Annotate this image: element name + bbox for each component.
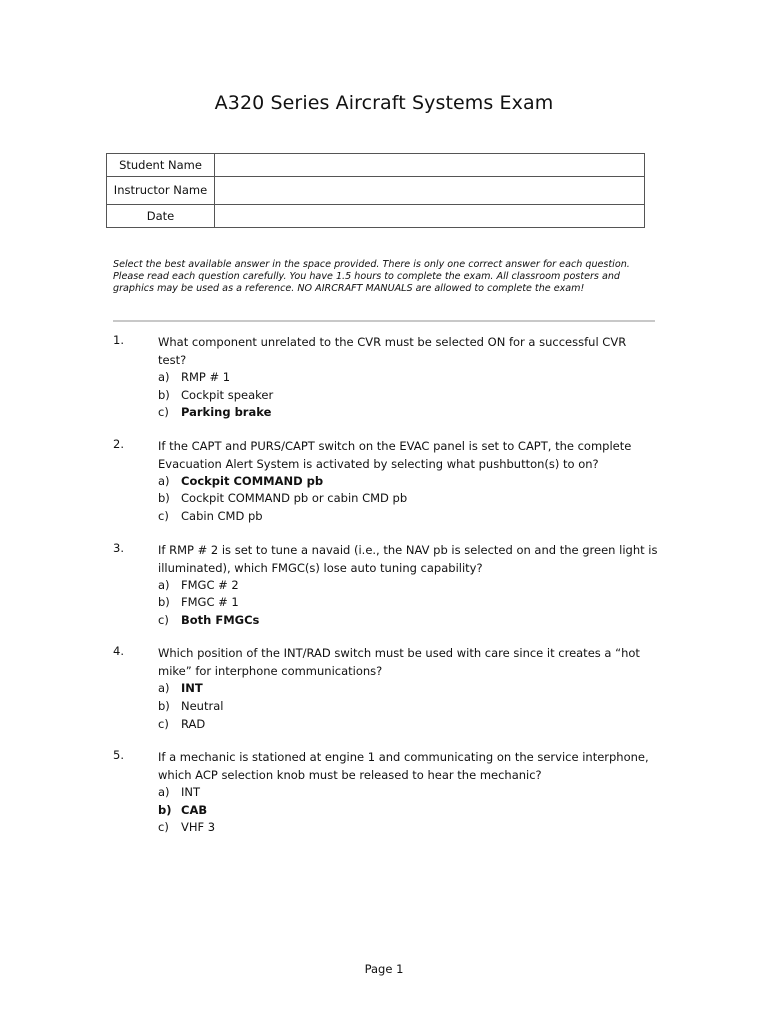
question-text: Which position of the INT/RAD switch must be used with care since it creates a “hot mike” for interphone communications? (158, 646, 640, 679)
answer-option-c (158, 819, 658, 837)
option-letter: a) (158, 681, 170, 696)
answer-option-c (158, 716, 658, 734)
question-text: If a mechanic is stationed at engine 1 and communicating on the service interphone, which ACP selection knob must be released to hear the mechanic? (158, 750, 649, 783)
question-list (113, 333, 658, 852)
option-text: Neutral (181, 698, 224, 713)
answer-option-a (158, 369, 658, 387)
question-number: 1. (113, 333, 124, 347)
option-text: Both FMGCs (181, 612, 260, 627)
question-3 (113, 541, 658, 630)
option-text: FMGC # 1 (181, 595, 239, 610)
question-text: What component unrelated to the CVR must be selected ON for a successful CVR test? (158, 335, 627, 367)
page-number: Page 1 (364, 962, 404, 976)
instructor-name-label: Instructor Name (107, 177, 215, 205)
answer-option-a-correct (158, 680, 658, 698)
answer-option-a (158, 784, 658, 802)
question-number: 2. (113, 436, 124, 451)
question-5 (113, 748, 658, 837)
option-text: INT (181, 785, 201, 800)
question-4 (113, 644, 658, 733)
option-letter: b) (158, 491, 170, 506)
option-letter: c) (158, 716, 169, 731)
option-text: VHF 3 (181, 820, 216, 835)
question-number: 4. (113, 644, 124, 659)
option-letter: c) (158, 820, 169, 835)
answer-option-c (158, 508, 658, 526)
section-divider (113, 320, 655, 322)
option-text: Cockpit COMMAND pb or cabin CMD pb (181, 491, 408, 506)
option-text: RAD (181, 716, 206, 731)
option-text: CAB (181, 802, 208, 817)
option-text: Cockpit COMMAND pb (181, 473, 324, 488)
student-name-field[interactable] (215, 154, 645, 177)
option-letter: a) (158, 785, 170, 800)
date-field[interactable] (215, 205, 645, 228)
option-letter: b) (158, 387, 170, 402)
option-letter: a) (158, 577, 170, 592)
answer-option-b (158, 490, 658, 508)
option-text: Parking brake (181, 405, 272, 420)
question-2 (113, 437, 658, 526)
date-row (107, 205, 645, 228)
exam-title: A320 Series Aircraft Systems Exam (214, 92, 554, 114)
answer-option-a-correct (158, 473, 658, 491)
question-text: If RMP # 2 is set to tune a navaid (i.e., the NAV pb is selected on and the green light is illuminated), which FMGC(s) lose auto tuning capability? (158, 542, 658, 575)
answer-option-b (158, 594, 658, 612)
option-text: INT (181, 681, 203, 696)
answer-option-c-correct (158, 612, 658, 630)
option-letter: c) (158, 508, 169, 523)
instructor-name-row (107, 177, 645, 205)
question-number: 5. (113, 748, 124, 763)
student-name-label: Student Name (107, 154, 215, 177)
answer-option-b (158, 387, 658, 405)
student-info-table (106, 153, 645, 228)
option-text: Cabin CMD pb (181, 508, 263, 523)
option-letter: b) (158, 595, 170, 610)
question-number: 3. (113, 540, 124, 555)
student-name-row (107, 154, 645, 177)
answer-option-a (158, 577, 658, 595)
question-1 (113, 333, 658, 422)
option-letter: c) (158, 405, 169, 420)
option-letter: b) (158, 698, 170, 713)
option-letter: a) (158, 473, 170, 488)
question-text: If the CAPT and PURS/CAPT switch on the EVAC panel is set to CAPT, the complete Evacuation Alert System is activated by selecting what pushbutton(s) to on? (158, 438, 632, 471)
date-label: Date (107, 205, 215, 228)
answer-option-b (158, 698, 658, 716)
option-letter: a) (158, 370, 170, 384)
option-letter: b) (158, 802, 172, 817)
option-text: RMP # 1 (181, 370, 231, 384)
answer-option-c-correct (158, 404, 658, 422)
answer-option-b-correct (158, 802, 658, 820)
option-letter: c) (158, 612, 169, 627)
exam-instructions: Select the best available answer in the space provided. There is only one correct answer for each question. Please read each question carefully. You have 1.5 hours to complete the exam. All classroom posters and graphics may be used as a reference. NO AIRCRAFT MANUALS are allowed to complete the exam! (113, 259, 630, 294)
option-text: FMGC # 2 (181, 577, 239, 592)
option-text: Cockpit speaker (181, 387, 274, 402)
instructor-name-field[interactable] (215, 177, 645, 205)
